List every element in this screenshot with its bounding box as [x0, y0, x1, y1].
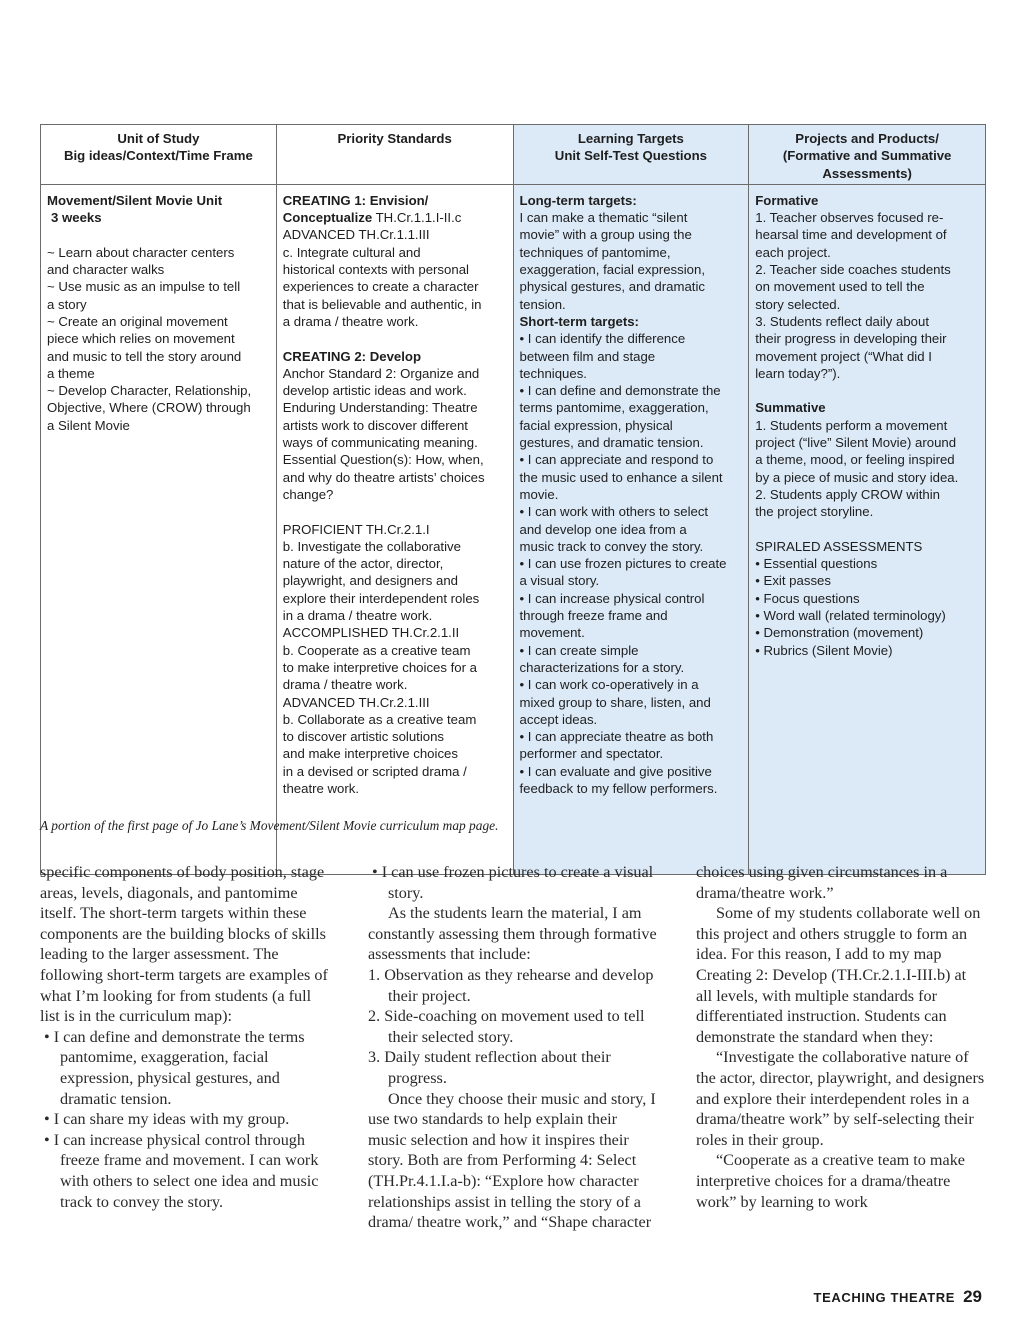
- header-learning-targets: Learning Targets Unit Self-Test Questions: [513, 125, 749, 185]
- unit-of-study-cell: [41, 184, 277, 874]
- target-line: mixed group to share, listen, and: [519, 694, 711, 710]
- numbered-item: 3. Daily student reflection about their progress.: [368, 1048, 611, 1087]
- paragraph: specific components of body position, stage areas, levels, diagonals, and pantomime itself. The short-term targets within these components are the building blocks of skills leading to the larger assessment. The following short-term targets are examples of what I’m looking for from students (a full list is in the curriculum map):: [40, 863, 328, 1026]
- standard-line: historical contexts with personal: [282, 262, 469, 278]
- formative-title: Formative: [755, 192, 819, 208]
- target-line: the music used to enhance a silent: [519, 469, 723, 485]
- standard-line: drama / theatre work.: [282, 677, 408, 693]
- target-line: gestures, and dramatic tension.: [519, 435, 704, 451]
- creating-2-title: CREATING 2: Develop: [282, 348, 422, 364]
- target-line: movie.: [519, 486, 559, 502]
- standard-line: in a drama / theatre work.: [282, 608, 433, 624]
- unit-duration: 3 weeks: [51, 210, 102, 226]
- target-line: music track to convey the story.: [519, 538, 704, 554]
- target-line: techniques of pantomime,: [519, 244, 671, 260]
- bullet-item: • I can share my ideas with my group.: [44, 1110, 290, 1129]
- assessment-line: their progress in developing their: [755, 331, 947, 347]
- paragraph: Once they choose their music and story, I use two standards to help explain their music selection and how it inspires their story. Both are from Performing 4: Select (TH.Pr.4.1.I.a-b): “Explore how character relationships assist in telling the story of a drama/ theatre work,” and “Shape character: [368, 1089, 656, 1232]
- long-term-title: Long-term targets:: [519, 192, 637, 208]
- standard-line: Anchor Standard 2: Organize and: [282, 365, 480, 381]
- standard-line: Enduring Understanding: Theatre: [282, 400, 478, 416]
- target-line: movement.: [519, 625, 585, 641]
- paragraph: Some of my students collaborate well on this project and others struggle to form an idea. For this reason, I add to my map Creating 2: Develop (TH.Cr.2.1.I-III.b) at all levels, with multiple standards for differentiated instruction. Students can demonstrate the standard when they:: [696, 904, 981, 1046]
- bullet-item: • I can increase physical control through freeze frame and movement. I can work with others to select one idea and music track to convey the story.: [44, 1130, 319, 1211]
- target-line: feedback to my fellow performers.: [519, 780, 718, 796]
- unit-title: Movement/Silent Movie Unit: [47, 192, 223, 208]
- unit-line: ~ Create an original movement: [47, 313, 228, 329]
- standard-line: in a devised or scripted drama /: [282, 763, 467, 779]
- target-line: • I can increase physical control: [519, 590, 705, 606]
- assessment-line: 1. Teacher observes focused re-: [755, 210, 944, 226]
- assessment-line: learn today?”).: [755, 365, 841, 381]
- target-line: through freeze frame and: [519, 608, 668, 624]
- standard-line: b. Cooperate as a creative team: [282, 642, 471, 658]
- standard-line: ADVANCED TH.Cr.2.1.III: [282, 694, 430, 710]
- standard-line: and why do theatre artists’ choices: [282, 469, 485, 485]
- target-line: terms pantomime, exaggeration,: [519, 400, 709, 416]
- paragraph: “Investigate the collaborative nature of the actor, director, playwright, and designers and explore their interdependent roles in a drama/theatre work” by self-selecting their roles in their group.: [696, 1048, 985, 1149]
- target-line: exaggeration, facial expression,: [519, 262, 705, 278]
- learning-targets-cell: [513, 184, 749, 874]
- unit-line: piece which relies on movement: [47, 331, 235, 347]
- assessment-line: 3. Students reflect daily about: [755, 313, 929, 329]
- target-line: techniques.: [519, 365, 587, 381]
- assessment-line: • Focus questions: [755, 590, 860, 606]
- assessment-line: • Essential questions: [755, 556, 878, 572]
- target-line: • I can work with others to select: [519, 504, 709, 520]
- target-line: • I can appreciate theatre as both: [519, 729, 714, 745]
- unit-line: ~ Use music as an impulse to tell: [47, 279, 241, 295]
- assessment-line: 2. Teacher side coaches students: [755, 262, 951, 278]
- target-line: • I can work co-operatively in a: [519, 677, 699, 693]
- assessment-line: • Rubrics (Silent Movie): [755, 642, 893, 658]
- article-column-2: [368, 862, 658, 1233]
- table-header-row: [41, 125, 986, 185]
- target-line: tension.: [519, 296, 566, 312]
- assessment-line: on movement used to tell the: [755, 279, 925, 295]
- unit-line: a story: [47, 296, 87, 312]
- paragraph: choices using given circumstances in a drama/theatre work.”: [696, 863, 948, 902]
- standard-line: to make interpretive choices for a: [282, 659, 478, 675]
- header-unit-of-study: Unit of Study Big ideas/Context/Time Frame: [41, 125, 277, 185]
- target-line: characterizations for a story.: [519, 659, 685, 675]
- standard-line: Essential Question(s): How, when,: [282, 452, 484, 468]
- publication-name: TEACHING THEATRE: [813, 1290, 956, 1305]
- table-caption: A portion of the first page of Jo Lane’s Movement/Silent Movie curriculum map page.: [40, 818, 499, 833]
- target-line: accept ideas.: [519, 711, 598, 727]
- standard-line: explore their interdependent roles: [282, 590, 480, 606]
- bullet-item: • I can define and demonstrate the terms pantomime, exaggeration, facial expression, physical gestures, and dramatic tension.: [44, 1027, 305, 1108]
- assessment-line: each project.: [755, 244, 831, 260]
- target-line: a visual story.: [519, 573, 600, 589]
- unit-line: ~ Develop Character, Relationship,: [47, 383, 252, 399]
- article-column-1: [40, 862, 330, 1212]
- bullet-item: • I can use frozen pictures to create a visual story.: [372, 863, 654, 902]
- page-number: 29: [963, 1287, 982, 1306]
- numbered-item: 1. Observation as they rehearse and develop their project.: [368, 965, 654, 1005]
- assessment-line: • Exit passes: [755, 573, 831, 589]
- target-line: movie” with a group using the: [519, 227, 692, 243]
- assessment-line: • Demonstration (movement): [755, 625, 924, 641]
- standard-line: and make interpretive choices: [282, 746, 458, 762]
- standard-line: that is believable and authentic, in: [282, 296, 482, 312]
- standard-line: change?: [282, 486, 334, 502]
- assessment-line: hearsal time and development of: [755, 227, 947, 243]
- creating-1-code-line: Conceptualize TH.Cr.1.1.I-II.c: [282, 210, 462, 226]
- target-line: • I can define and demonstrate the: [519, 383, 721, 399]
- unit-line: and music to tell the story around: [47, 348, 242, 364]
- target-line: and develop one idea from a: [519, 521, 687, 537]
- short-term-title: Short-term targets:: [519, 313, 639, 329]
- standard-line: develop artistic ideas and work.: [282, 383, 467, 399]
- creating-1-title: CREATING 1: Envision/: [282, 192, 429, 208]
- target-line: • I can identify the difference: [519, 331, 686, 347]
- table-body-row: [41, 184, 986, 874]
- page-footer: [814, 1287, 982, 1307]
- paragraph: As the students learn the material, I am constantly assessing them through formative assessments that include:: [368, 904, 657, 964]
- assessment-line: movement project (“What did I: [755, 348, 932, 364]
- standard-line: ACCOMPLISHED TH.Cr.2.1.II: [282, 625, 460, 641]
- standard-line: theatre work.: [282, 780, 360, 796]
- standard-line: a drama / theatre work.: [282, 313, 419, 329]
- standard-line: ways of communicating meaning.: [282, 435, 478, 451]
- assessment-line: • Word wall (related terminology): [755, 608, 946, 624]
- assessment-line: 2. Students apply CROW within: [755, 486, 940, 502]
- curriculum-map-table: [40, 124, 986, 875]
- projects-products-cell: [749, 184, 986, 874]
- priority-standards-cell: [276, 184, 513, 874]
- standard-line: b. Investigate the collaborative: [282, 538, 461, 554]
- standard-line: c. Integrate cultural and: [282, 244, 421, 260]
- standard-line: b. Collaborate as a creative team: [282, 711, 477, 727]
- assessment-line: the project storyline.: [755, 504, 874, 520]
- target-line: between film and stage: [519, 348, 656, 364]
- unit-line: ~ Learn about character centers: [47, 244, 235, 260]
- target-line: performer and spectator.: [519, 746, 664, 762]
- target-line: I can make a thematic “silent: [519, 210, 688, 226]
- header-priority-standards: Priority Standards: [276, 125, 513, 185]
- article-column-3: [696, 862, 986, 1212]
- assessment-line: 1. Students perform a movement: [755, 417, 948, 433]
- assessment-line: by a piece of music and story idea.: [755, 469, 959, 485]
- target-line: • I can evaluate and give positive: [519, 763, 712, 779]
- assessment-line: a theme, mood, or feeling inspired: [755, 452, 955, 468]
- target-line: • I can create simple: [519, 642, 639, 658]
- target-line: • I can appreciate and respond to: [519, 452, 714, 468]
- standard-line: experiences to create a character: [282, 279, 479, 295]
- paragraph: “Cooperate as a creative team to make interpretive choices for a drama/theatre work” by learning to work: [696, 1151, 965, 1211]
- spiraled-title: SPIRALED ASSESSMENTS: [755, 538, 923, 554]
- target-line: physical gestures, and dramatic: [519, 279, 705, 295]
- standard-line: playwright, and designers and: [282, 573, 458, 589]
- standard-line: PROFICIENT TH.Cr.2.1.I: [282, 521, 430, 537]
- assessment-line: story selected.: [755, 296, 841, 312]
- unit-line: a Silent Movie: [47, 417, 130, 433]
- standard-line: to discover artistic solutions: [282, 729, 445, 745]
- target-line: • I can use frozen pictures to create: [519, 556, 727, 572]
- unit-line: Objective, Where (CROW) through: [47, 400, 251, 416]
- standard-line: artists work to discover different: [282, 417, 468, 433]
- standard-line: ADVANCED TH.Cr.1.1.III: [282, 227, 430, 243]
- header-projects-products: Projects and Products/ (Formative and Summative Assessments): [749, 125, 986, 185]
- numbered-item: 2. Side-coaching on movement used to tell their selected story.: [368, 1007, 645, 1046]
- unit-line: a theme: [47, 365, 95, 381]
- standard-line: nature of the actor, director,: [282, 556, 444, 572]
- target-line: facial expression, physical: [519, 417, 673, 433]
- summative-title: Summative: [755, 400, 826, 416]
- assessment-line: project (“live” Silent Movie) around: [755, 435, 957, 451]
- unit-line: and character walks: [47, 262, 165, 278]
